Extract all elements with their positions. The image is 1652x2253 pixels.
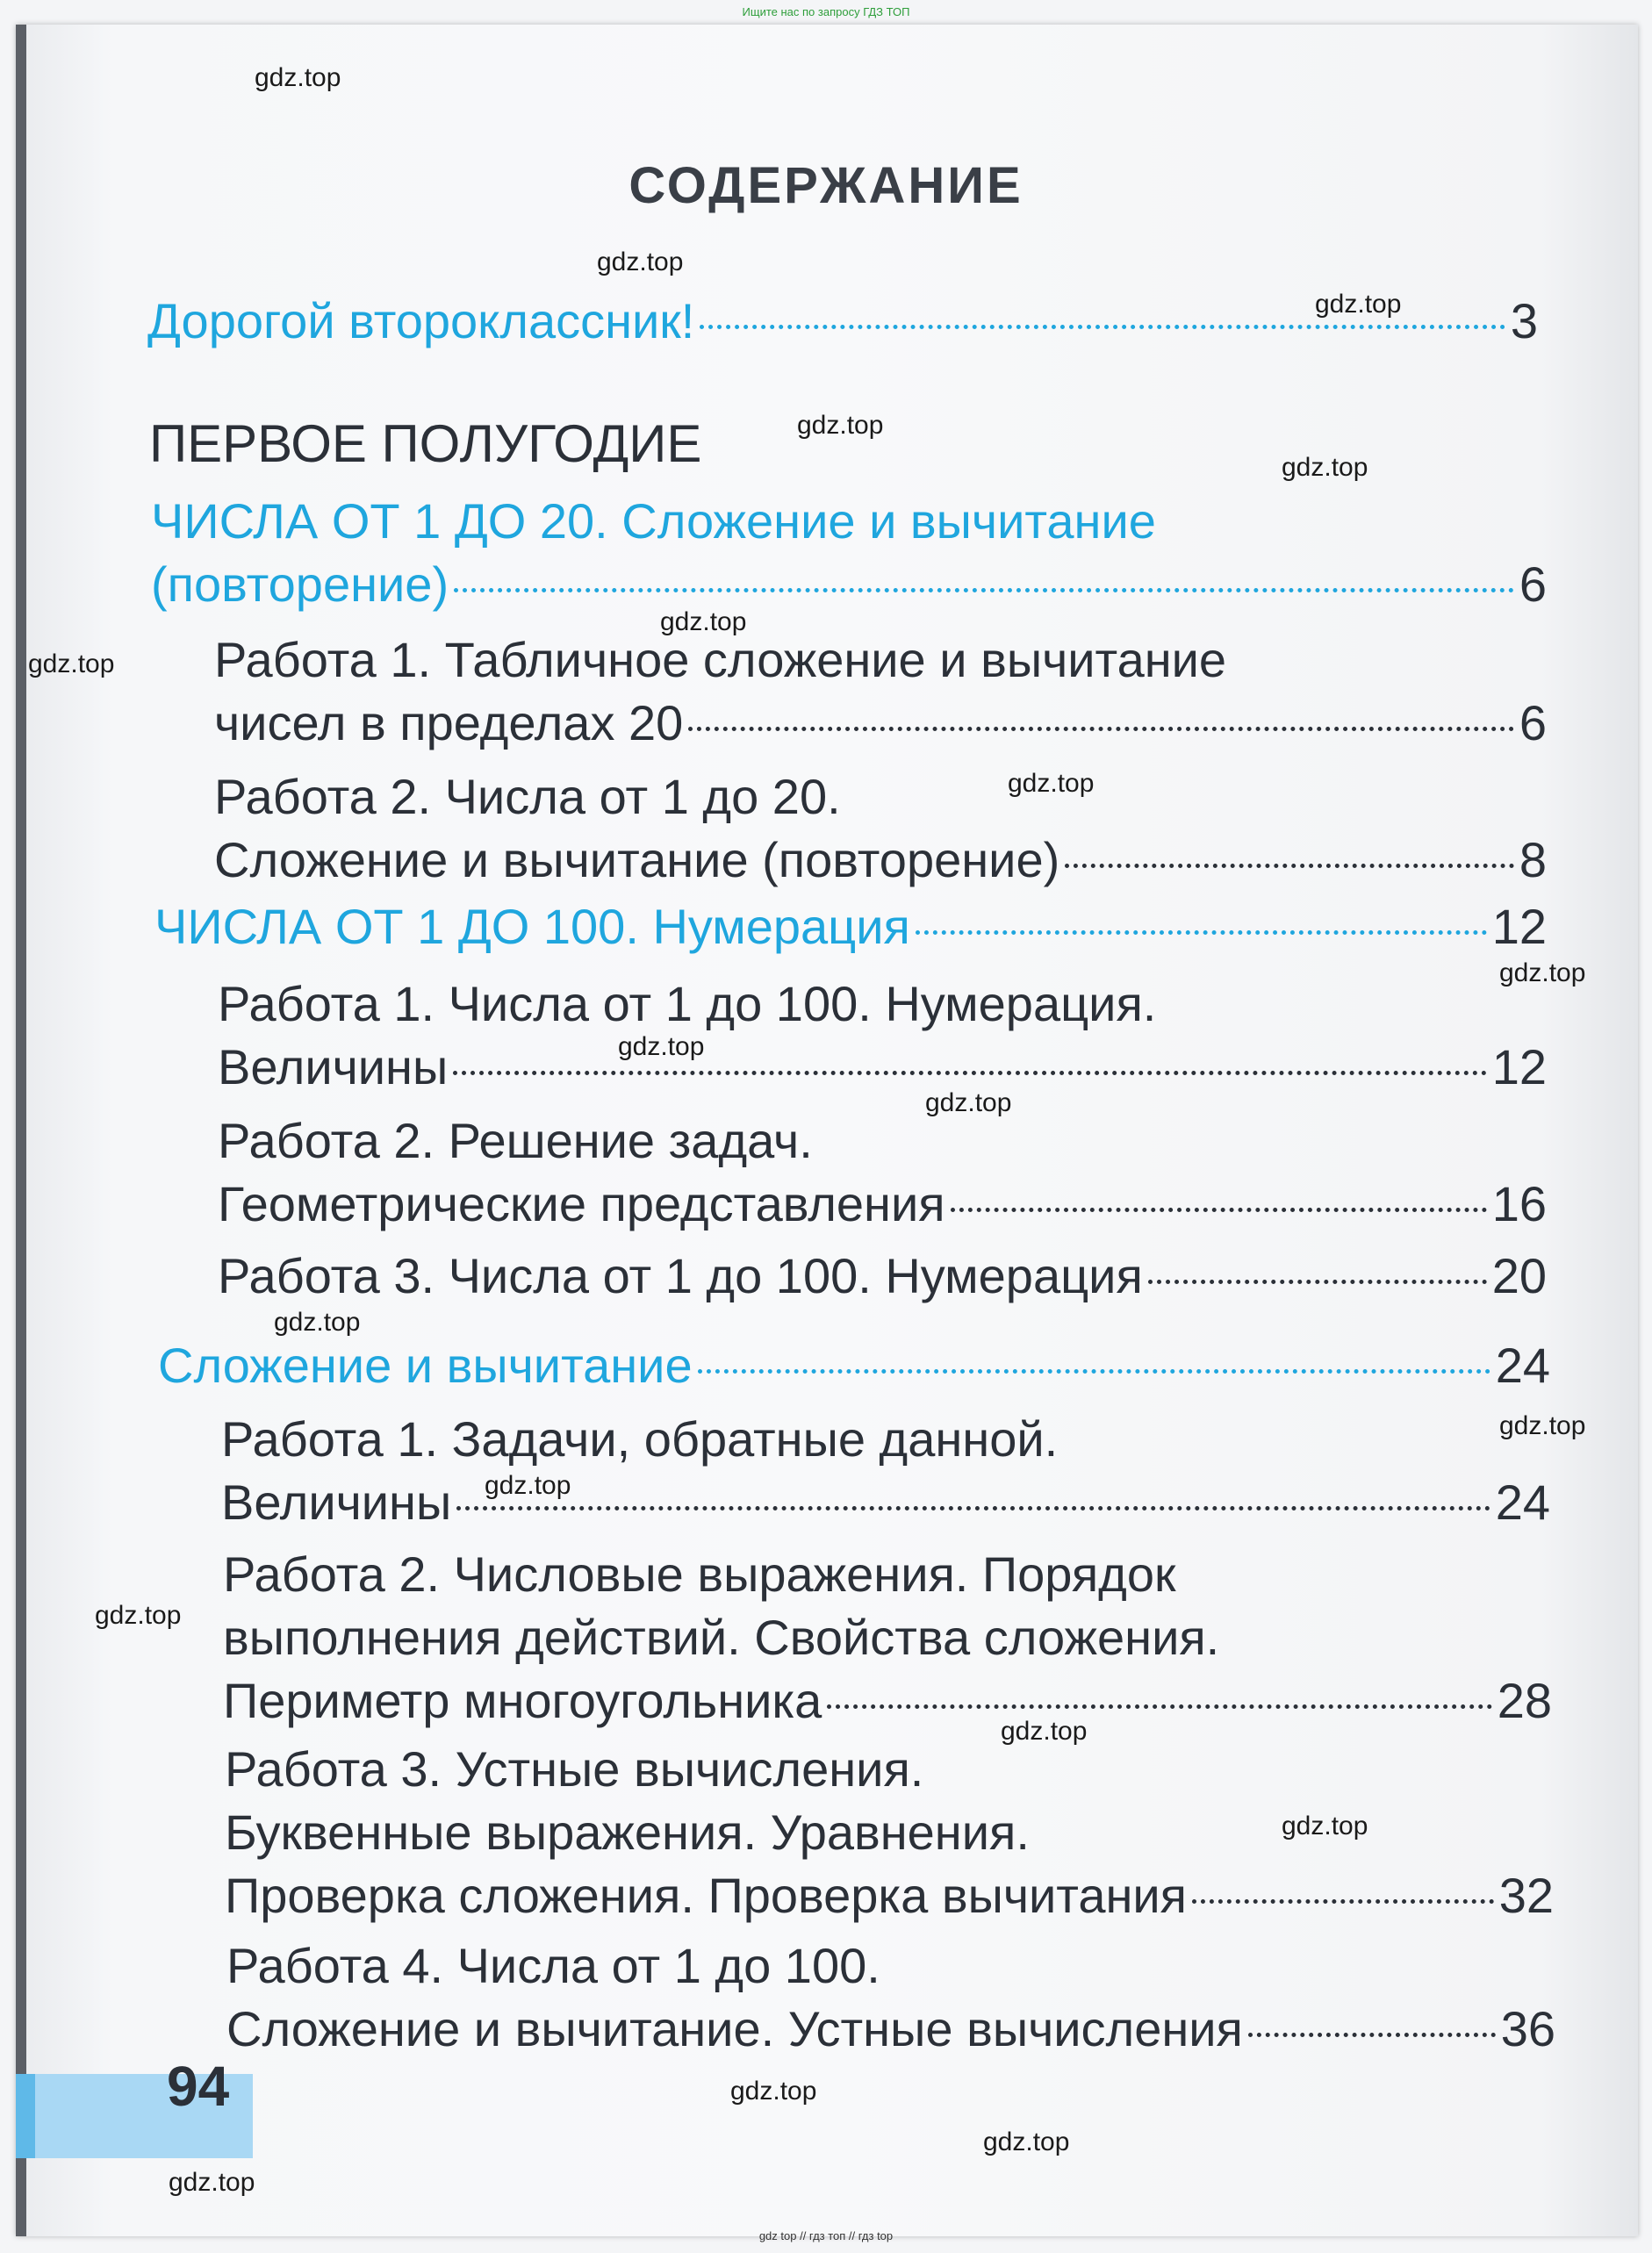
watermark: gdz.top <box>660 607 747 636</box>
item-line2: Величины <box>218 1039 449 1094</box>
leader-dots <box>1065 864 1514 868</box>
leader-dots <box>827 1704 1491 1709</box>
toc-section-1[interactable] <box>0 490 1652 616</box>
toc-page-number: 12 <box>1491 899 1547 954</box>
watermark: gdz.top <box>597 248 684 276</box>
watermark: gdz.top <box>1282 1812 1368 1840</box>
toc-item-s2-w3[interactable] <box>0 1245 1652 1308</box>
item-line2: чисел в пределах 20 <box>214 695 684 750</box>
item-line3: Периметр многоугольника <box>223 1673 822 1728</box>
watermark: gdz.top <box>1282 453 1368 482</box>
item-line1: Работа 3. Числа от 1 до 100. Нумерация <box>218 1248 1143 1303</box>
watermark: gdz.top <box>1499 958 1586 987</box>
toc-page-number: 32 <box>1498 1868 1554 1923</box>
section-title-line1: ЧИСЛА ОТ 1 ДО 20. Сложение и вычитание <box>151 493 1156 549</box>
toc-item-s1-w1[interactable] <box>0 628 1652 755</box>
item-line1: Работа 1. Числа от 1 до 100. Нумерация. <box>218 976 1157 1031</box>
section-title-line2: (повторение) <box>151 556 449 612</box>
watermark: gdz.top <box>797 411 884 440</box>
item-line2: Величины <box>221 1474 452 1530</box>
toc-item-s3-w4[interactable] <box>0 1934 1652 2061</box>
page-title: СОДЕРЖАНИЕ <box>628 157 1024 214</box>
toc-item-s3-w1[interactable] <box>0 1408 1652 1534</box>
toc-page-number: 6 <box>1519 556 1547 612</box>
leader-dots <box>453 1071 1486 1075</box>
toc-page-number: 36 <box>1500 2001 1555 2056</box>
item-line1: Работа 2. Числа от 1 до 20. <box>214 769 841 824</box>
leader-dots <box>1192 1899 1494 1904</box>
bottom-banner[interactable]: gdz top // гдз топ // гдз top <box>758 2229 894 2242</box>
page-number: 94 <box>167 2055 230 2118</box>
leader-dots <box>688 727 1514 731</box>
toc-item-s3-w3[interactable] <box>0 1738 1652 1927</box>
leader-dots <box>700 325 1505 329</box>
watermark: gdz.top <box>618 1032 705 1061</box>
toc-item-s2-w1[interactable] <box>0 972 1652 1099</box>
toc-section-3[interactable] <box>0 1334 1652 1397</box>
half-year-heading: ПЕРВОЕ ПОЛУГОДИЕ <box>149 414 702 473</box>
top-banner[interactable]: Ищите нас по запросу ГДЗ ТОП <box>742 5 910 18</box>
toc-page-number: 6 <box>1519 695 1547 750</box>
item-line2: Сложение и вычитание (повторение) <box>214 832 1060 887</box>
watermark: gdz.top <box>485 1471 571 1500</box>
toc-item-s2-w2[interactable] <box>0 1109 1652 1236</box>
watermark: gdz.top <box>1001 1717 1088 1746</box>
watermark: gdz.top <box>1499 1411 1586 1440</box>
item-line1: Работа 1. Задачи, обратные данной. <box>221 1411 1059 1467</box>
toc-item-s3-w2[interactable] <box>0 1543 1652 1733</box>
item-line3: Проверка сложения. Проверка вычитания <box>225 1868 1187 1923</box>
leader-dots <box>456 1506 1490 1510</box>
toc-page-number: 12 <box>1491 1039 1547 1094</box>
watermark: gdz.top <box>925 1088 1012 1117</box>
leader-dots <box>454 588 1514 592</box>
watermark: gdz.top <box>95 1601 182 1630</box>
watermark: gdz.top <box>1008 769 1095 798</box>
watermark: gdz.top <box>28 649 115 678</box>
toc-page-number: 20 <box>1491 1248 1547 1303</box>
watermark: gdz.top <box>730 2077 817 2106</box>
toc-page-number: 28 <box>1497 1673 1552 1728</box>
item-line1: Работа 3. Устные вычисления. <box>225 1741 924 1797</box>
item-line1: Работа 2. Решение задач. <box>218 1113 813 1168</box>
item-line1: Работа 2. Числовые выражения. Порядок <box>223 1546 1176 1602</box>
toc-page-number: 24 <box>1495 1338 1550 1393</box>
watermark: gdz.top <box>1315 290 1402 319</box>
leader-dots <box>951 1208 1487 1212</box>
toc-page-number: 24 <box>1495 1474 1550 1530</box>
toc-page-number: 16 <box>1491 1176 1547 1231</box>
leader-dots <box>916 930 1487 935</box>
item-line2: Геометрические представления <box>218 1176 945 1231</box>
watermark: gdz.top <box>983 2127 1070 2156</box>
toc-item-s1-w2[interactable] <box>0 765 1652 892</box>
watermark: gdz.top <box>169 2168 255 2197</box>
leader-dots <box>698 1369 1490 1374</box>
leader-dots <box>1148 1280 1487 1284</box>
item-line2: Буквенные выражения. Уравнения. <box>225 1805 1030 1860</box>
toc-page-number: 3 <box>1510 293 1538 348</box>
section-title: ЧИСЛА ОТ 1 ДО 100. Нумерация <box>154 899 910 954</box>
item-line2: выполнения действий. Свойства сложения. <box>223 1610 1220 1665</box>
item-line1: Работа 1. Табличное сложение и вычитание <box>214 632 1227 687</box>
section-title: Сложение и вычитание <box>158 1338 693 1393</box>
item-line2: Сложение и вычитание. Устные вычисления <box>226 2001 1243 2056</box>
watermark: gdz.top <box>255 63 341 92</box>
toc-page-number: 8 <box>1519 832 1547 887</box>
item-line1: Работа 4. Числа от 1 до 100. <box>226 1938 880 1993</box>
toc-entry-intro[interactable] <box>0 290 1652 353</box>
leader-dots <box>1248 2033 1496 2037</box>
toc-section-2[interactable] <box>0 895 1652 958</box>
watermark: gdz.top <box>274 1308 361 1337</box>
toc-entry-label: Дорогой второклассник! <box>147 293 695 348</box>
